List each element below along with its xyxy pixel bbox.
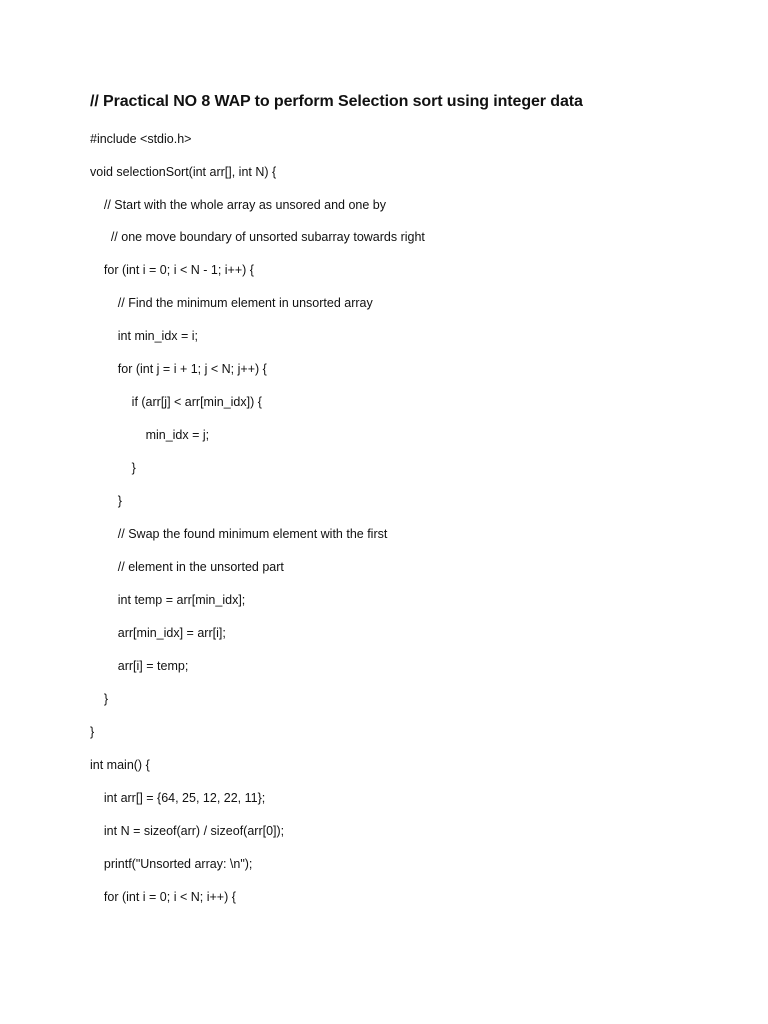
code-line: // Find the minimum element in unsorted array: [90, 296, 373, 310]
code-line: int arr[] = {64, 25, 12, 22, 11};: [90, 791, 266, 805]
code-line: int N = sizeof(arr) / sizeof(arr[0]);: [90, 824, 285, 838]
code-line: }: [90, 494, 122, 508]
code-line: }: [90, 725, 95, 739]
code-line: }: [90, 461, 136, 475]
code-line: arr[i] = temp;: [90, 659, 189, 673]
code-line: for (int i = 0; i < N - 1; i++) {: [90, 263, 254, 277]
code-line: for (int i = 0; i < N; i++) {: [90, 890, 236, 904]
code-line: if (arr[j] < arr[min_idx]) {: [90, 395, 262, 409]
code-line: }: [90, 692, 109, 706]
code-line: printf("Unsorted array: \n");: [90, 857, 253, 871]
document-title: // Practical NO 8 WAP to perform Selection sort using integer data: [90, 93, 583, 110]
code-line: for (int j = i + 1; j < N; j++) {: [90, 362, 267, 376]
code-line: // Start with the whole array as unsored and one by: [90, 198, 386, 212]
code-line: // one move boundary of unsorted subarray towards right: [90, 230, 425, 244]
code-line: // Swap the found minimum element with the first: [90, 527, 388, 541]
code-line: #include <stdio.h>: [90, 132, 192, 146]
code-line: void selectionSort(int arr[], int N) {: [90, 165, 277, 179]
code-line: arr[min_idx] = arr[i];: [90, 626, 226, 640]
code-line: int temp = arr[min_idx];: [90, 593, 246, 607]
code-line: int min_idx = i;: [90, 329, 199, 343]
code-line: min_idx = j;: [90, 428, 210, 442]
code-line: int main() {: [90, 758, 150, 772]
code-line: // element in the unsorted part: [90, 560, 284, 574]
